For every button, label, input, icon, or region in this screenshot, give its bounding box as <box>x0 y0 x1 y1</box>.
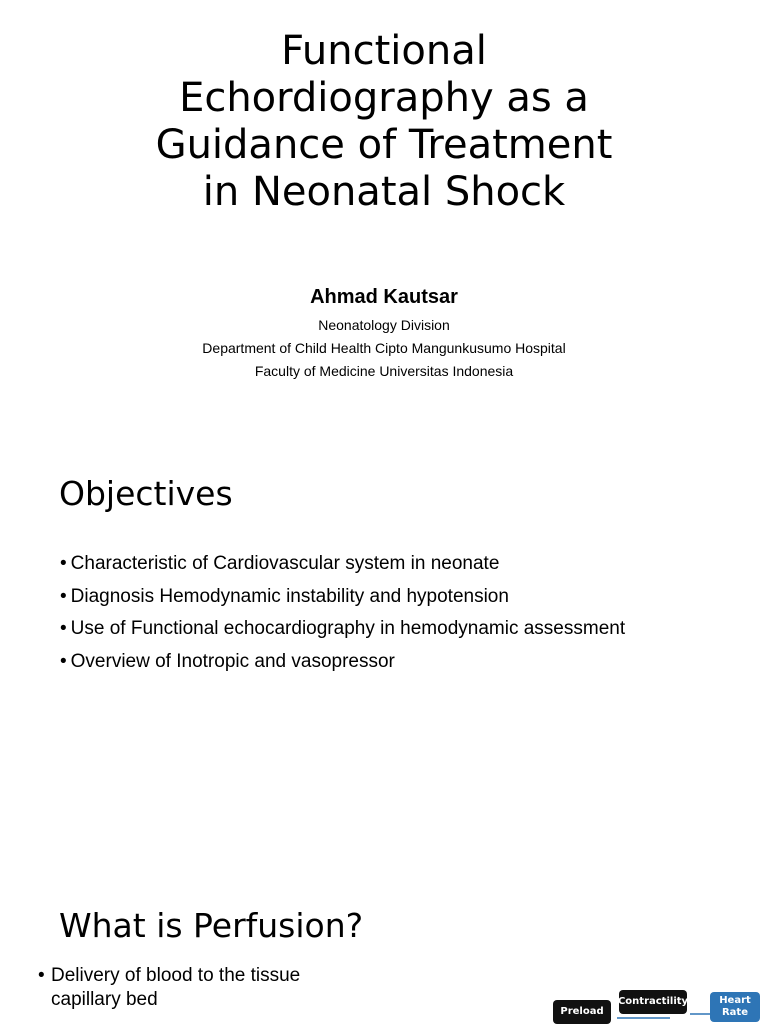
objectives-slide <box>0 432 768 864</box>
affiliation-faculty: Faculty of Medicine Universitas Indonesia <box>254 363 514 379</box>
affiliation-department: Department of Child Health Cipto Mangunkusumo Hospital <box>202 340 566 356</box>
heart-rate-node: Heart Rate <box>710 992 760 1022</box>
perfusion-slide <box>0 864 768 1024</box>
list-item: • Characteristic of Cardiovascular system in neonate <box>60 548 625 581</box>
slide-heading: What is Perfusion? <box>59 906 364 945</box>
title-line: Functional <box>281 28 487 74</box>
title-line: Echordiography as a <box>179 75 589 121</box>
list-item: • Use of Functional echocardiography in hemodynamic assessment <box>60 613 625 646</box>
perfusion-list <box>38 964 368 1012</box>
contractility-node: Contractility <box>619 990 687 1014</box>
author-name: Ahmad Kautsar <box>310 286 458 308</box>
preload-node: Preload <box>553 1000 611 1024</box>
presentation-title <box>84 28 684 216</box>
list-item: • Delivery of blood to the tissue capillary bed <box>38 964 368 1012</box>
list-item: • Overview of Inotropic and vasopressor <box>60 646 625 679</box>
title-slide <box>0 0 768 432</box>
cardiac-output-diagram <box>540 982 768 1024</box>
objectives-list <box>60 548 625 678</box>
title-line: Guidance of Treatment <box>155 122 613 168</box>
affiliation-division: Neonatology Division <box>318 317 450 333</box>
slide-heading: Objectives <box>59 474 233 513</box>
list-item: • Diagnosis Hemodynamic instability and hypotension <box>60 581 625 614</box>
title-line: in Neonatal Shock <box>202 169 566 215</box>
